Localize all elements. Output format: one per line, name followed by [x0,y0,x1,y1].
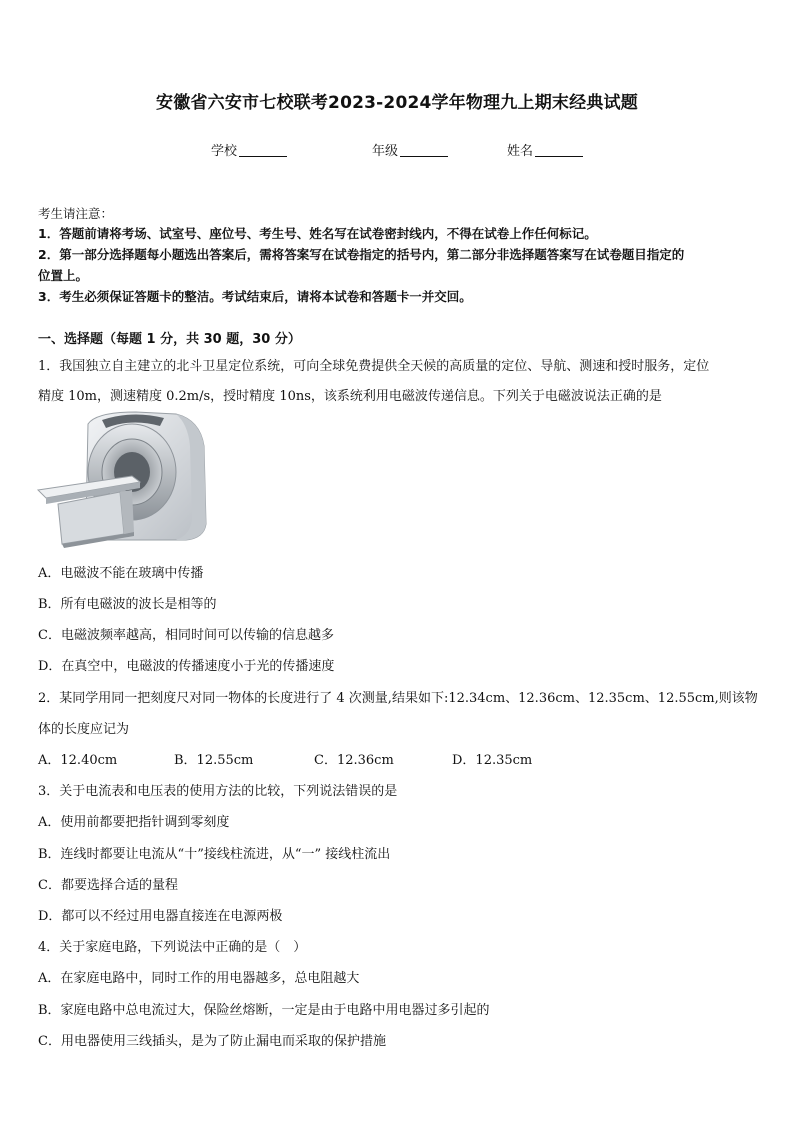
question-3-option-a: A．使用前都要把指针调到零刻度 [38,815,230,830]
mri-scanner-image [36,406,208,550]
page-title: 安徽省六安市七校联考2023-2024学年物理九上期末经典试题 [156,93,638,113]
question-1-option-d: D．在真空中，电磁波的传播速度小于光的传播速度 [38,659,335,674]
question-1-option-b: B．所有电磁波的波长是相等的 [38,597,217,612]
question-4-option-a: A．在家庭电路中，同时工作的用电器越多，总电阻越大 [38,971,360,986]
question-3-option-d: D．都可以不经过用电器直接连在电源两极 [38,909,283,924]
notice-item: 位置上。 [38,268,89,283]
question-2-option-b: B．12.55cm [174,753,254,768]
school-field [211,140,287,159]
question-1-option-c: C．电磁波频率越高，相同时间可以传输的信息越多 [38,628,334,643]
notice-item: 3．考生必须保证答题卡的整洁。考试结束后，请将本试卷和答题卡一并交回。 [38,289,472,304]
question-4-option-b: B．家庭电路中总电流过大，保险丝熔断，一定是由于电路中用电器过多引起的 [38,1003,490,1018]
question-4-option-c: C．用电器使用三线插头，是为了防止漏电而采取的保护措施 [38,1034,386,1049]
grade-label: 年级 [372,144,399,159]
section-heading: 一、选择题（每题 1 分，共 30 题，30 分） [38,332,301,347]
grade-field [372,140,448,159]
question-2-option-d: D．12.35cm [452,753,533,768]
name-label: 姓名 [507,144,534,159]
question-2-line-2: 体的长度应记为 [38,722,130,737]
name-field [507,140,583,159]
notice-item: 2．第一部分选择题每小题选出答案后，需将答案写在试卷指定的括号内，第二部分非选择题答案写在试卷题目指定的 [38,247,685,262]
question-3-option-c: C．都要选择合适的量程 [38,878,178,893]
question-1-line-1: 1．我国独立自主建立的北斗卫星定位系统，可向全球免费提供全天候的高质量的定位、导航、测速和授时服务，定位 [38,359,710,374]
notice-heading: 考生请注意： [38,206,114,221]
question-4-line-1: 4．关于家庭电路，下列说法中正确的是（ ） [38,940,307,955]
question-2-option-a: A．12.40cm [38,753,118,768]
question-1-line-2: 精度 10m，测速精度 0.2m/s，授时精度 10ns，该系统利用电磁波传递信息。下列关于电磁波说法正确的是 [38,389,662,404]
school-blank [239,143,287,157]
question-2-option-c: C．12.36cm [314,753,394,768]
notice-item: 1．答题前请将考场、试室号、座位号、考生号、姓名写在试卷密封线内，不得在试卷上作任何标记。 [38,226,597,241]
school-label: 学校 [211,144,238,159]
question-2-line-1: 2．某同学用同一把刻度尺对同一物体的长度进行了 4 次测量,结果如下:12.34cm、12.36cm、12.35cm、12.55cm,则该物 [38,691,758,706]
name-blank [535,143,583,157]
question-3-option-b: B．连线时都要让电流从“十”接线柱流进，从“一” 接线柱流出 [38,847,391,862]
question-3-line-1: 3．关于电流表和电压表的使用方法的比较，下列说法错误的是 [38,784,398,799]
grade-blank [400,143,448,157]
question-1-option-a: A．电磁波不能在玻璃中传播 [38,566,204,581]
